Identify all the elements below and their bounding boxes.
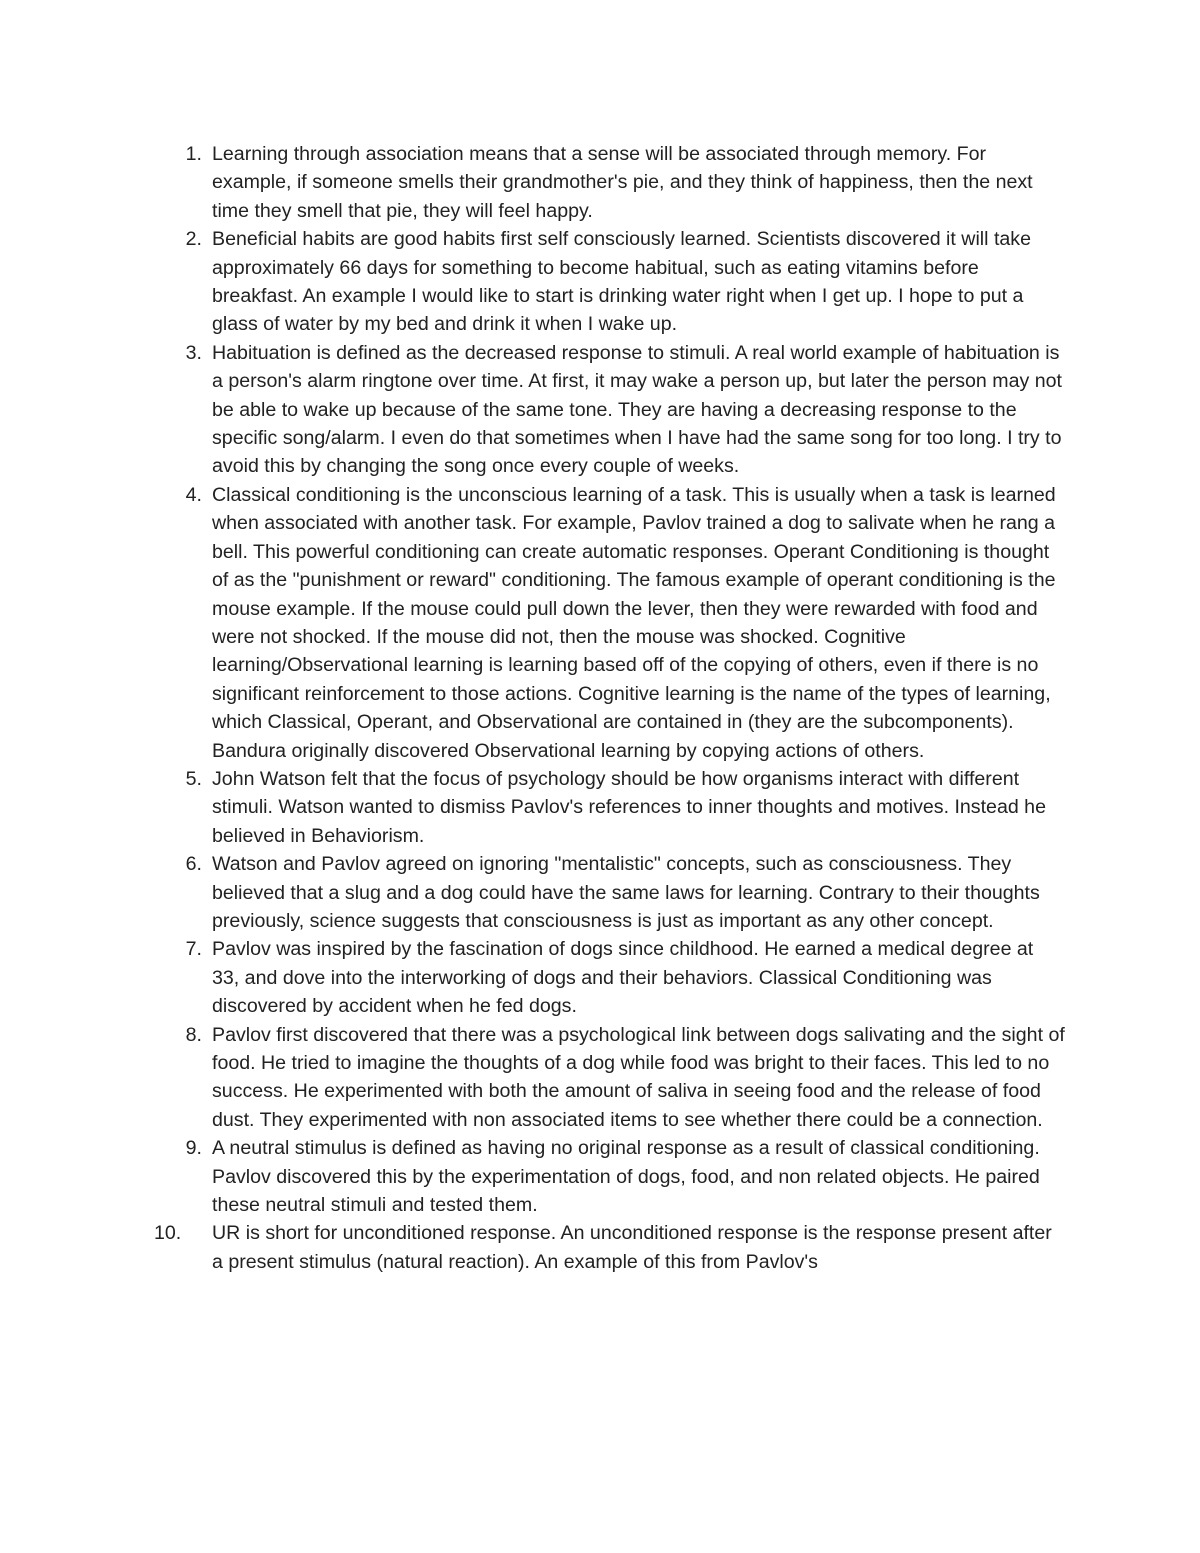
item-number: 6. [185, 853, 202, 876]
list-item [160, 850, 1065, 935]
item-number: 9. [185, 1137, 202, 1160]
list-item [154, 1219, 1065, 1276]
item-text: John Watson felt that the focus of psychology should be how organisms interact with different stimuli. Watson wanted to dismiss Pavlov's references to inner thoughts and motives. Instead he believed in Behaviorism. [212, 767, 1046, 847]
list-item [160, 1021, 1065, 1135]
list-item [160, 225, 1065, 339]
item-text: Pavlov first discovered that there was a psychological link between dogs salivating and the sight of food. He tried to imagine the thoughts of a dog while food was bright to their faces. This led to no success. He experimented with both the amount of saliva in seeing food and the release of food dust. They experimented with non associated items to see whether there could be a connection. [212, 1023, 1065, 1131]
item-number: 5. [185, 767, 202, 790]
item-number: 1. [185, 143, 202, 165]
list-item [160, 140, 1065, 225]
item-number: 7. [185, 938, 202, 961]
item-text: Pavlov was inspired by the fascination of dogs since childhood. He earned a medical degree at 33, and dove into the interworking of dogs and their behaviors. Classical Conditioning was discovered by accident when he fed dogs. [212, 938, 1034, 1018]
list-item [160, 339, 1065, 481]
answer-list [154, 140, 1065, 1276]
item-number: 10. [154, 1222, 182, 1245]
list-item [160, 481, 1065, 765]
item-number: 8. [185, 1023, 202, 1046]
list-item [160, 935, 1065, 1020]
item-text: Learning through association means that a sense will be associated through memory. For example, if someone smells their grandmother's pie, and they think of happiness, then the next time they smell that pie, they will feel happy. [212, 143, 1033, 222]
list-item [160, 765, 1065, 850]
item-number: 4. [185, 483, 202, 506]
item-text: A neutral stimulus is defined as having no original response as a result of classical conditioning. Pavlov discovered this by the experimentation of dogs, food, and non related objects. He paired these neutral stimuli and tested them. [212, 1137, 1040, 1217]
list-item [160, 1134, 1065, 1219]
item-text: Watson and Pavlov agreed on ignoring "mentalistic" concepts, such as consciousness. They believed that a slug and a dog could have the same laws for learning. Contrary to their thoughts previously, science suggests that consciousness is just as important as any other concept. [212, 853, 1040, 932]
item-text: UR is short for unconditioned response. An unconditioned response is the response present after a present stimulus (natural reaction). An example of this from Pavlov's [212, 1222, 1052, 1273]
item-text: Beneficial habits are good habits first self consciously learned. Scientists discovered it will take approximately 66 days for something to become habitual, such as eating vitamins before breakfast. An example I would like to start is drinking water right when I get up. I hope to put a glass of water by my bed and drink it when I wake up. [212, 228, 1031, 336]
item-text: Classical conditioning is the unconscious learning of a task. This is usually when a task is learned when associated with another task. For example, Pavlov trained a dog to salivate when he rang a bell. This powerful conditioning can create automatic responses. Operant Conditioning is thought of as the "punishment or reward" conditioning. The famous example of operant conditioning is the mouse example. If the mouse could pull down the lever, then they were rewarded with food and were not shocked. If the mouse did not, then the mouse was shocked. Cognitive learning/Observational learning is learning based off of the copying of others, even if there is no significant reinforcement to those actions. Cognitive learning is the name of the types of learning, which Classical, Operant, and Observational are contained in (they are the subcomponents). Bandura originally discovered Observational learning by copying actions of others. [212, 483, 1056, 762]
item-text: Habituation is defined as the decreased response to stimuli. A real world example of habituation is a person's alarm ringtone over time. At first, it may wake a person up, but later the person may not be able to wake up because of the same tone. They are having a decreasing response to the specific song/alarm. I even do that sometimes when I have had the same song for too long. I try to avoid this by changing the song once every couple of weeks. [212, 341, 1062, 478]
item-number: 2. [185, 228, 202, 251]
item-number: 3. [185, 341, 202, 364]
